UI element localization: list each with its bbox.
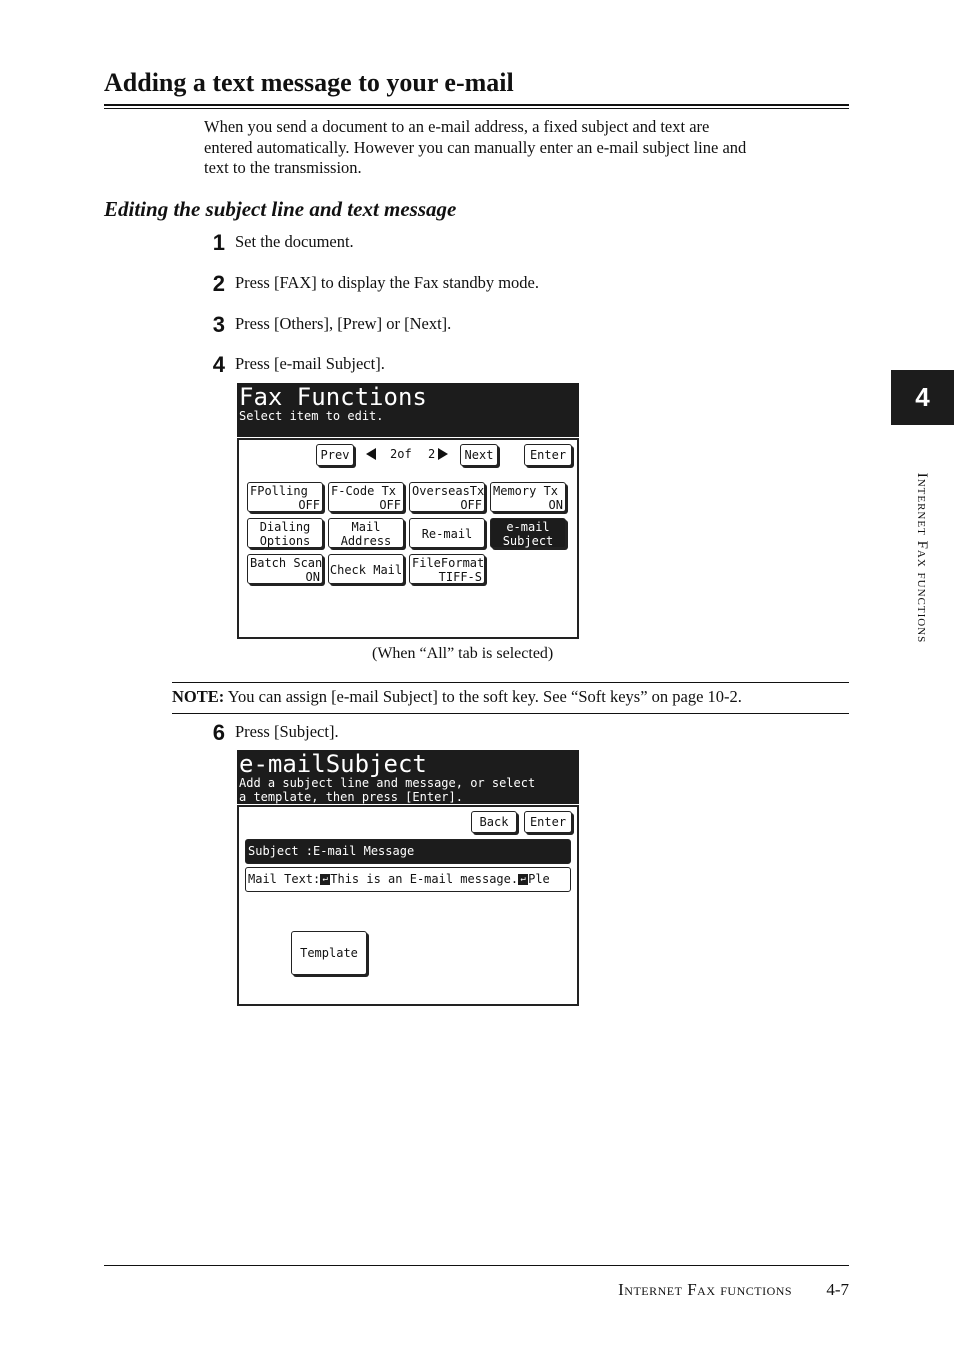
screen-title: Fax Functions	[239, 383, 427, 411]
step-number: 1	[212, 230, 225, 255]
mail-text-field[interactable]	[245, 867, 571, 892]
page-number: 4-7	[826, 1280, 849, 1299]
screen-body	[237, 438, 579, 639]
chapter-tab: 4	[891, 370, 954, 425]
step-text: Press [Others], [Prew] or [Next].	[235, 314, 452, 333]
key-line1: e-mail	[506, 520, 550, 534]
mail-address-button[interactable]	[328, 518, 404, 548]
fax-functions-screen	[237, 383, 579, 639]
email-subject-button[interactable]	[490, 518, 566, 548]
key-line1: F-Code Tx	[331, 484, 397, 498]
note-rule-top	[172, 682, 849, 683]
enter-label: Enter	[529, 448, 567, 462]
key-line2: Options	[259, 534, 311, 548]
note-label: NOTE:	[172, 687, 225, 706]
key-line1: Check Mail	[329, 563, 403, 577]
return-icon: ↵	[518, 874, 528, 885]
prev-label: Prev	[320, 448, 350, 462]
step-text: Set the document.	[235, 232, 354, 251]
footer	[560, 1280, 849, 1300]
return-icon: ↵	[320, 874, 330, 885]
screen-subtitle: Select item to edit.	[239, 409, 384, 423]
intro-line: text to the transmission.	[204, 158, 362, 177]
next-label: Next	[464, 448, 494, 462]
email-subject-screen	[237, 750, 579, 1006]
step-text: Press [FAX] to display the Fax standby mode.	[235, 273, 540, 292]
enter-button[interactable]	[524, 811, 572, 833]
key-line1: Batch Scan	[250, 556, 323, 570]
fpolling-button[interactable]	[247, 482, 323, 512]
step-text: Press [Subject].	[235, 722, 339, 741]
step-text: Press [e-mail Subject].	[235, 354, 385, 373]
fcode-tx-button[interactable]	[328, 482, 404, 512]
subheading: Editing the subject line and text message	[104, 197, 457, 221]
memory-tx-button[interactable]	[490, 482, 566, 512]
heading-rule	[104, 104, 849, 106]
intro-line: When you send a document to an e-mail address, a fixed subject and text are	[204, 117, 710, 136]
step-number: 3	[212, 312, 225, 337]
key-line2: OFF	[460, 498, 482, 512]
key-line2: Subject	[502, 534, 554, 548]
note-text: You can assign [e-mail Subject] to the soft key. See “Soft keys” on page 10-2.	[227, 687, 742, 706]
side-label: Internet Fax functions	[914, 472, 930, 644]
key-line1: OverseasTx	[412, 484, 485, 498]
overseas-tx-button[interactable]	[409, 482, 485, 512]
key-line2: OFF	[298, 498, 320, 512]
screen-subtitle: Add a subject line and message, or select	[239, 776, 536, 790]
file-format-button[interactable]	[409, 554, 485, 584]
screen-subtitle: a template, then press [Enter].	[239, 790, 463, 804]
note-rule-bottom	[172, 713, 849, 714]
dialing-options-button[interactable]	[247, 518, 323, 548]
key-line1: FPolling	[250, 484, 308, 498]
screen-header	[237, 750, 579, 804]
key-line1: Mail	[351, 520, 381, 534]
subject-value: Subject :E-mail Message	[248, 844, 415, 858]
screen-title: e-mailSubject	[239, 750, 427, 778]
key-line2: ON	[548, 498, 563, 512]
key-line1: FileFormat	[412, 556, 485, 570]
key-line1: Dialing	[259, 520, 311, 534]
subject-field[interactable]	[245, 839, 571, 864]
screen-caption: (When “All” tab is selected)	[372, 645, 554, 662]
screen-body	[237, 805, 579, 1006]
footer-rule	[104, 1265, 849, 1266]
step-number: 4	[212, 352, 225, 377]
enter-button[interactable]	[524, 444, 572, 466]
key-line1: Re-mail	[421, 527, 473, 541]
left-arrow-icon	[366, 448, 376, 460]
intro-paragraph	[204, 117, 849, 179]
enter-label: Enter	[529, 815, 567, 829]
batch-scan-button[interactable]	[247, 554, 323, 584]
prev-button[interactable]	[316, 444, 354, 466]
step-number: 6	[212, 720, 225, 745]
page-heading: Adding a text message to your e-mail	[104, 68, 514, 97]
note	[172, 687, 742, 707]
key-line1: Memory Tx	[493, 484, 559, 498]
right-arrow-icon	[438, 448, 448, 460]
key-line2: OFF	[379, 498, 401, 512]
mail-text-label: Mail Text:	[248, 872, 321, 886]
template-label: Template	[300, 946, 358, 960]
heading-rule-thin	[104, 108, 849, 109]
footer-section: Internet Fax functions	[618, 1280, 793, 1299]
mail-text-value: This is an E-mail message.	[330, 872, 519, 886]
back-button[interactable]	[471, 811, 517, 833]
check-mail-button[interactable]	[328, 554, 404, 584]
screen-header	[237, 383, 579, 437]
mail-text-more: Ple	[528, 872, 550, 886]
intro-line: entered automatically. However you can manually enter an e-mail subject line and	[204, 137, 747, 157]
key-line2: ON	[305, 570, 320, 584]
page-indicator: 2of	[390, 447, 412, 461]
next-button[interactable]	[460, 444, 498, 466]
step-number: 2	[212, 271, 225, 296]
page-total: 2	[428, 447, 436, 461]
key-line2: Address	[340, 534, 392, 548]
back-label: Back	[479, 815, 509, 829]
key-line2: TIFF-S	[438, 570, 482, 584]
template-button[interactable]	[291, 931, 367, 975]
re-mail-button[interactable]	[409, 518, 485, 548]
